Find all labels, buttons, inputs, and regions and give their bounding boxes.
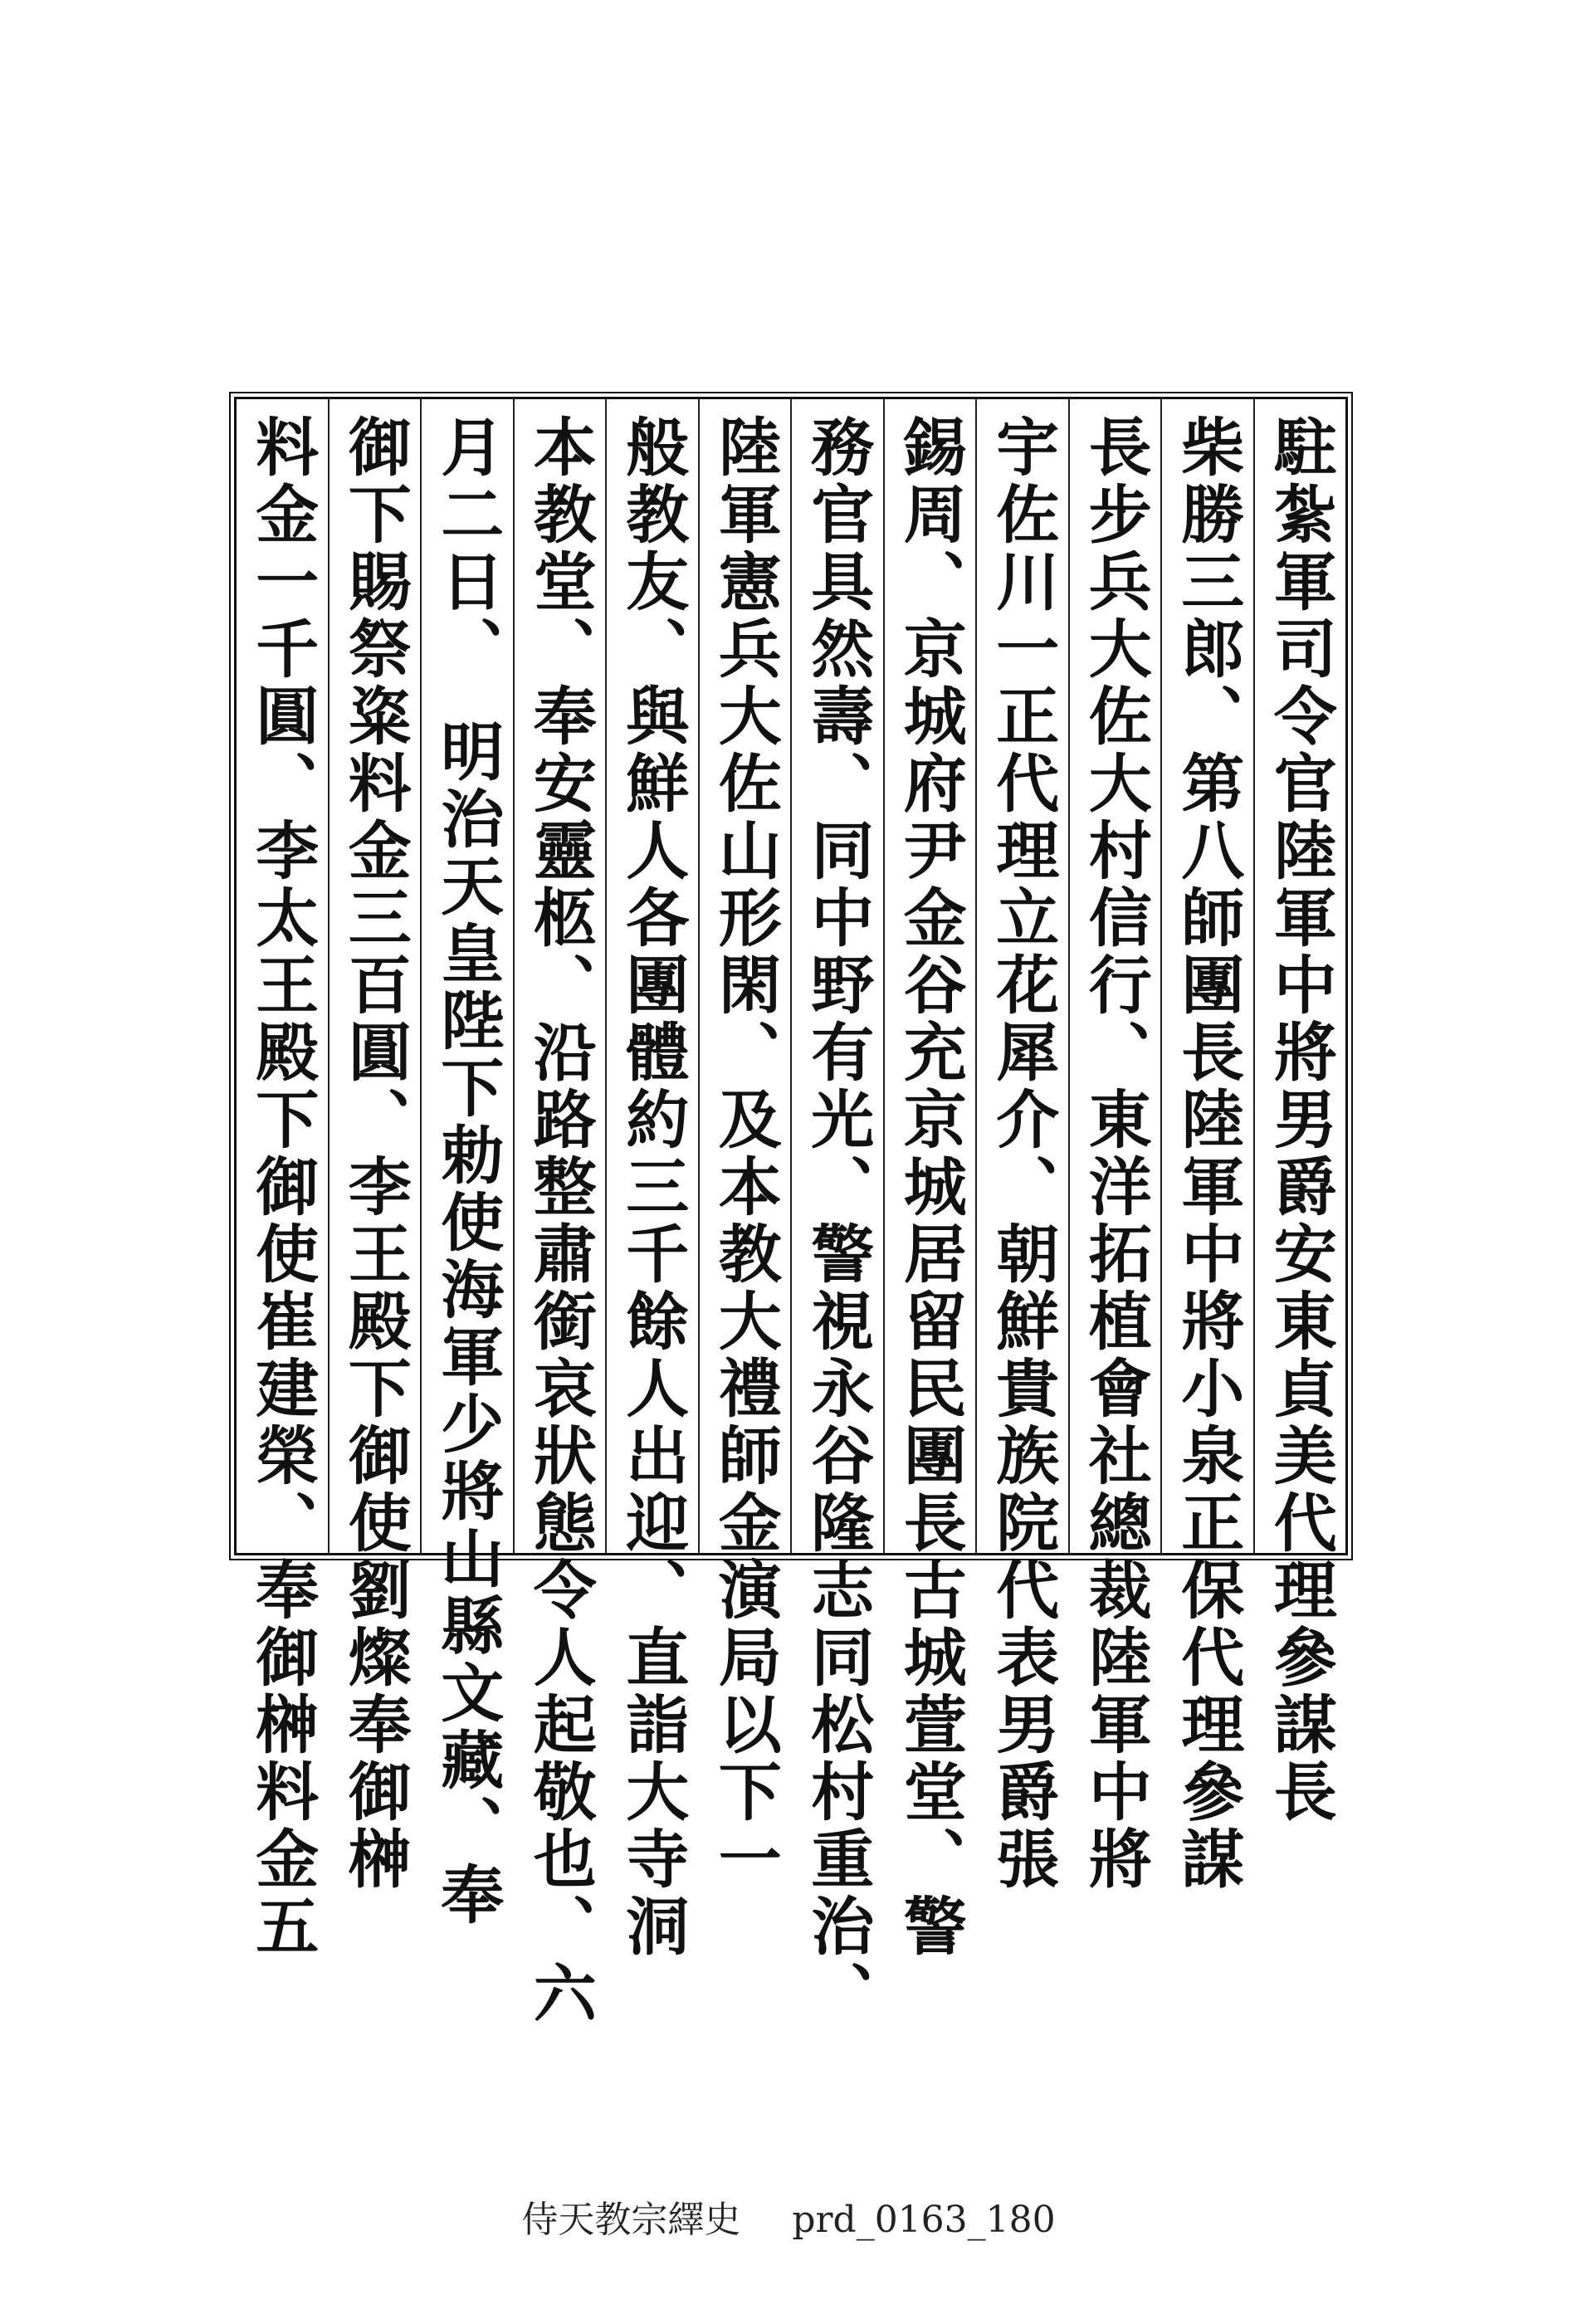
text-column-5: 錫周、京城府尹金谷充京城居留民團長古城萱堂、警 — [883, 399, 976, 1553]
text-column-12: 料金一千圓、李太王殿下御使崔建榮、奉御榊料金五 — [245, 414, 320, 1960]
text-column-9: 本教堂、奉安靈柩、沿路整肅銜哀狀態令人起敬也、六 — [513, 399, 606, 1553]
page-footer — [0, 2190, 1577, 2243]
footer-page-code: prd_0163_180 — [792, 2199, 1056, 2241]
text-frame — [234, 397, 1348, 2028]
text-column-6: 務官具然壽、同中野有光、警視永谷隆志同松村重治、 — [790, 399, 883, 1553]
text-columns — [237, 399, 1345, 2028]
text-column-3: 長步兵大佐大村信行、東洋拓植會社總裁陸軍中將 — [1068, 399, 1161, 1553]
text-column-1: 駐紮軍司令官陸軍中將男爵安東貞美代理參謀長 — [1253, 399, 1346, 1553]
text-column-11: 御下賜祭粢料金三百圓、李王殿下御使劉燦奉御榊 — [328, 399, 421, 1553]
text-column-4: 宇佐川一正代理立花犀介、朝鮮貴族院代表男爵張 — [975, 399, 1068, 1553]
text-column-8: 般教友、與鮮人各團體約三千餘人出迎、直詣大寺洞 — [605, 399, 698, 1553]
footer-book-title: 侍天教宗繹史 — [521, 2199, 741, 2241]
text-column-7: 陸軍憲兵大佐山形閑、及本教大禮師金演局以下一 — [698, 399, 791, 1553]
text-column-10: 月二日、 明治天皇陛下勅使海軍少將山縣文藏、奉 — [420, 399, 513, 1553]
text-column-2: 柴勝三郎、第八師團長陸軍中將小泉正保代理參謀 — [1160, 399, 1253, 1553]
